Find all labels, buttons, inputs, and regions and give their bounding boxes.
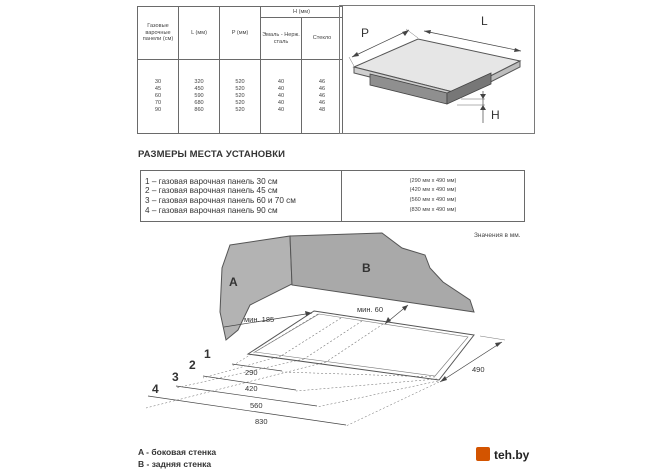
header-panel: Газовые варочные панели (см) bbox=[138, 7, 179, 60]
table-cell: 520 bbox=[235, 85, 245, 92]
variant-number-1: 1 bbox=[204, 347, 211, 361]
list-item: (420 мм x 490 мм) bbox=[409, 187, 457, 194]
legend-back-wall: B - задняя стенка bbox=[138, 459, 212, 469]
table-cell: 590 bbox=[194, 92, 204, 99]
list-item: 1 – газовая варочная панель 30 см bbox=[145, 176, 278, 186]
label-l: L bbox=[481, 14, 488, 28]
variant-number-2: 2 bbox=[189, 358, 196, 372]
table-cell: 40 bbox=[277, 92, 285, 99]
watermark-text: teh.by bbox=[494, 448, 530, 462]
watermark-logo-icon bbox=[476, 447, 490, 461]
table-cell: 46 bbox=[318, 100, 326, 107]
width-label-2: 420 bbox=[245, 384, 258, 393]
list-item: (830 мм x 490 мм) bbox=[409, 206, 457, 213]
back-wall-b bbox=[290, 233, 474, 312]
label-p: P bbox=[361, 26, 370, 40]
variant-number-3: 3 bbox=[172, 370, 179, 384]
width-label-3: 560 bbox=[250, 401, 263, 410]
variant-number-4: 4 bbox=[152, 382, 159, 396]
table-cell: 46 bbox=[318, 78, 326, 85]
table-cell: 60 bbox=[154, 92, 162, 99]
wall-a-label: A bbox=[229, 275, 238, 289]
table-cell: 40 bbox=[277, 85, 285, 92]
table-cell: 520 bbox=[235, 107, 245, 114]
table-cell: 450 bbox=[194, 85, 204, 92]
table-cell: 40 bbox=[277, 78, 285, 85]
table-cell: 40 bbox=[277, 100, 285, 107]
table-cell: 520 bbox=[235, 100, 245, 107]
table-cell: 520 bbox=[235, 78, 245, 85]
table-cell: 45 bbox=[154, 85, 162, 92]
table-cell: 30 bbox=[154, 78, 162, 85]
list-item: 2 – газовая варочная панель 45 см bbox=[145, 186, 278, 196]
list-item: 3 – газовая варочная панель 60 и 70 см bbox=[145, 196, 296, 205]
depth-label: 490 bbox=[472, 365, 485, 374]
list-item: 4 – газовая варочная панель 90 см bbox=[145, 205, 278, 215]
min-back-label: мин. 60 bbox=[357, 305, 383, 314]
section-title: РАЗМЕРЫ МЕСТА УСТАНОВКИ bbox=[138, 149, 286, 160]
table-cell: 48 bbox=[318, 107, 326, 114]
header-h: H (мм) bbox=[261, 7, 343, 18]
table-cell: 70 bbox=[154, 100, 162, 107]
wall-b-label: B bbox=[362, 261, 371, 275]
table-cell: 320 bbox=[194, 78, 204, 85]
header-l: L (мм) bbox=[179, 7, 220, 60]
table-cell: 46 bbox=[318, 85, 326, 92]
table-cell: 680 bbox=[194, 100, 204, 107]
legend-side-wall: A - боковая стенка bbox=[138, 447, 217, 457]
units-note: Значения в мм. bbox=[474, 232, 521, 239]
header-h-enamel: Эмаль - Нерж. сталь bbox=[261, 18, 302, 60]
table-cell: 520 bbox=[235, 92, 245, 99]
table-cell: 46 bbox=[318, 92, 326, 99]
table-cell: 90 bbox=[154, 107, 162, 114]
header-p: P (мм) bbox=[220, 7, 261, 60]
label-h: H bbox=[491, 108, 500, 122]
header-h-glass: Стекло bbox=[302, 18, 343, 60]
table-cell: 40 bbox=[277, 107, 285, 114]
min-side-label: мин. 185 bbox=[244, 315, 275, 324]
list-item: (560 мм x 490 мм) bbox=[409, 197, 457, 203]
list-item: (290 мм x 490 мм) bbox=[409, 177, 457, 184]
table-cell: 860 bbox=[194, 107, 204, 114]
width-label-4: 830 bbox=[255, 417, 268, 426]
width-label-1: 290 bbox=[245, 368, 258, 377]
